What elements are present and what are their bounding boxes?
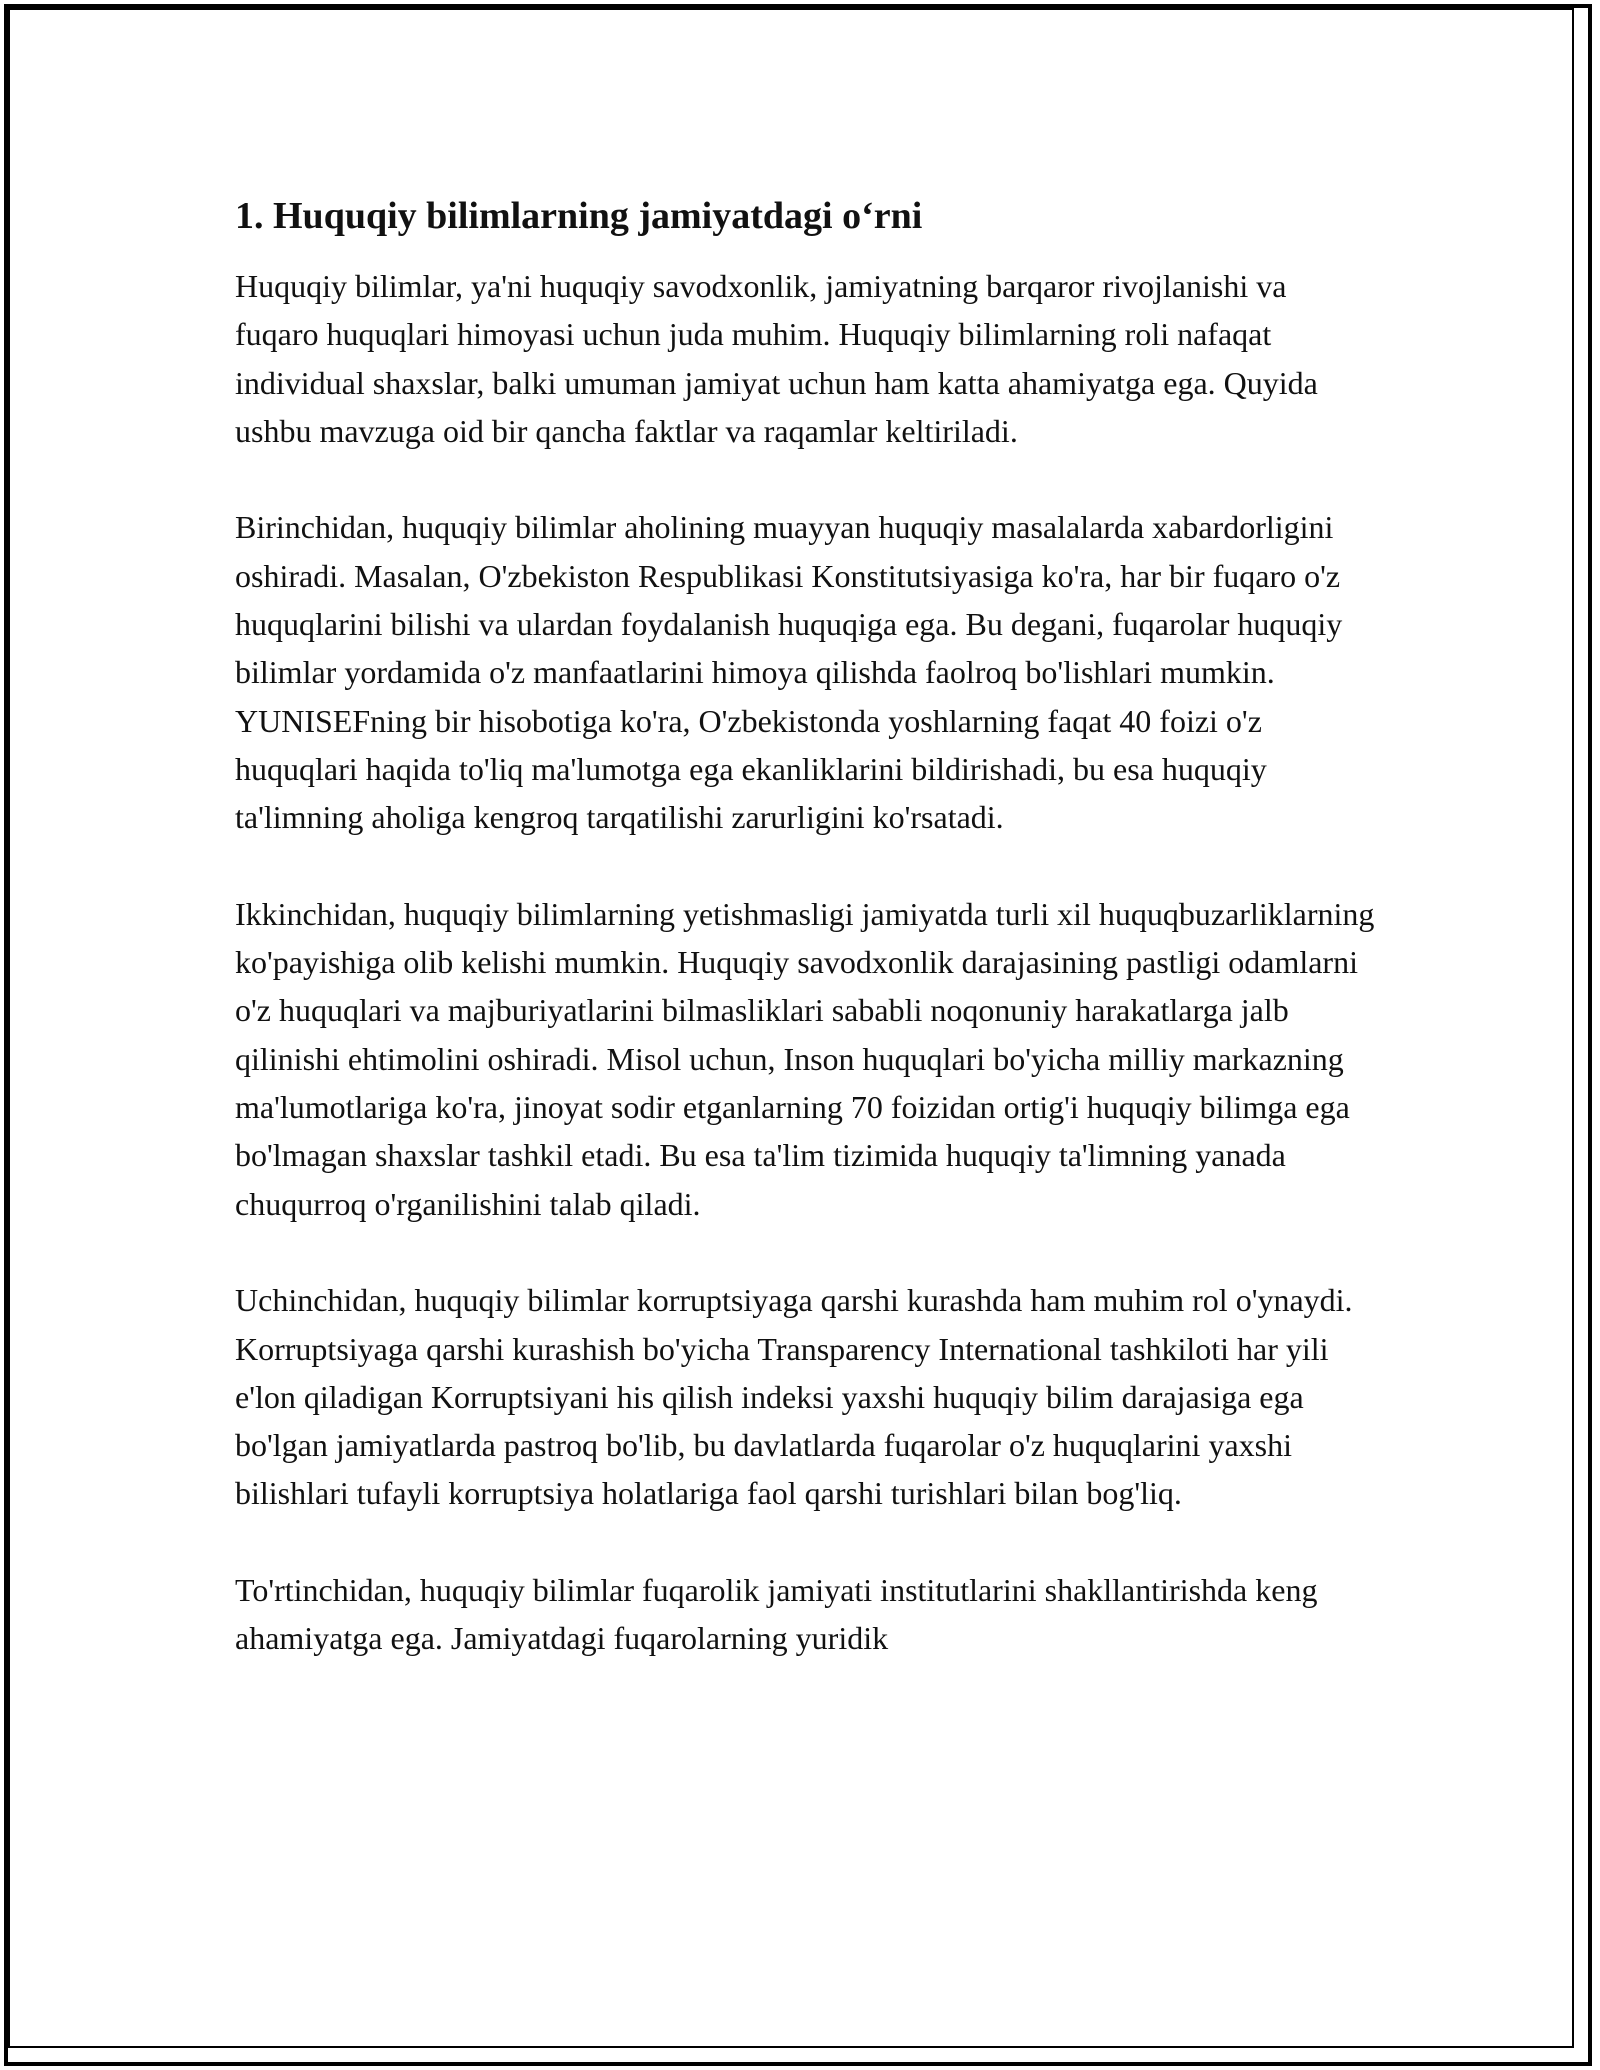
paragraph-second: Ikkinchidan, huquqiy bilimlarning yetishmasligi jamiyatda turli xil huquqbuzarliklarning ko'payishiga olib kelishi mumkin. Huquqiy savodxonlik darajasining pastligi odamlarni o'z huquqlari va majburiyatlarini bilmasliklari sababli noqonuniy harakatlarga jalb qilinishi ehtimolini oshiradi. Misol uchun, Inson huquqlari bo'yicha milliy markazning ma'lumotlariga ko'ra, jinoyat sodir etganlarning 70 foizidan ortig'i huquqiy bilimga ega bo'lmagan shaxslar tashkil etadi. Bu esa ta'lim tizimida huquqiy ta'limning yanada chuqurroq o'rganilishini talab qiladi.	[235, 895, 1375, 1222]
paragraph-third: Uchinchidan, huquqiy bilimlar korruptsiyaga qarshi kurashda ham muhim rol o'ynaydi. Korruptsiyaga qarshi kurashish bo'yicha Transparency International tashkiloti har yili e'lon qiladigan Korruptsiyani his qilish indeksi yaxshi huquqiy bilim darajasiga ega bo'lgan jamiyatlarda pastroq bo'lib, bu davlatlarda fuqarolar o'z huquqlarini yaxshi bilishlari tufayli korruptsiya holatlariga faol qarshi turishlari bilan bog'liq.	[235, 1282, 1353, 1512]
paragraph-intro: Huquqiy bilimlar, ya'ni huquqiy savodxonlik, jamiyatning barqaror rivojlanishi va fuqaro huquqlari himoyasi uchun juda muhim. Huquqiy bilimlarning roli nafaqat individual shaxslar, balki umuman jamiyat uchun ham katta ahamiyatga ega. Quyida ushbu mavzuga oid bir qancha faktlar va raqamlar keltiriladi.	[235, 268, 1318, 449]
section-title: 1. Huquqiy bilimlarning jamiyatdagi o‘rni	[235, 195, 923, 237]
paragraph-first: Birinchidan, huquqiy bilimlar aholining muayyan huquqiy masalalarda xabardorligini oshiradi. Masalan, O'zbekiston Respublikasi Konstitutsiyasiga ko'ra, har bir fuqaro o'z huquqlarini bilishi va ulardan foydalanish huquqiga ega. Bu degani, fuqarolar huquqiy bilimlar yordamida o'z manfaatlarini himoya qilishda faolroq bo'lishlari mumkin. YUNISEFning bir hisobotiga ko'ra, O'zbekistonda yoshlarning faqat 40 foizi o'z huquqlari haqida to'liq ma'lumotga ega ekanliklarini bildirishadi, bu esa huquqiy ta'limning aholiga kengroq tarqatilishi zarurligini ko'rsatadi.	[235, 509, 1343, 836]
document-body	[235, 188, 1375, 1711]
paragraph-fourth: To'rtinchidan, huquqiy bilimlar fuqarolik jamiyati institutlarini shakllantirishda keng ahamiyatga ega. Jamiyatdagi fuqarolarning yuridik	[235, 1572, 1318, 1657]
